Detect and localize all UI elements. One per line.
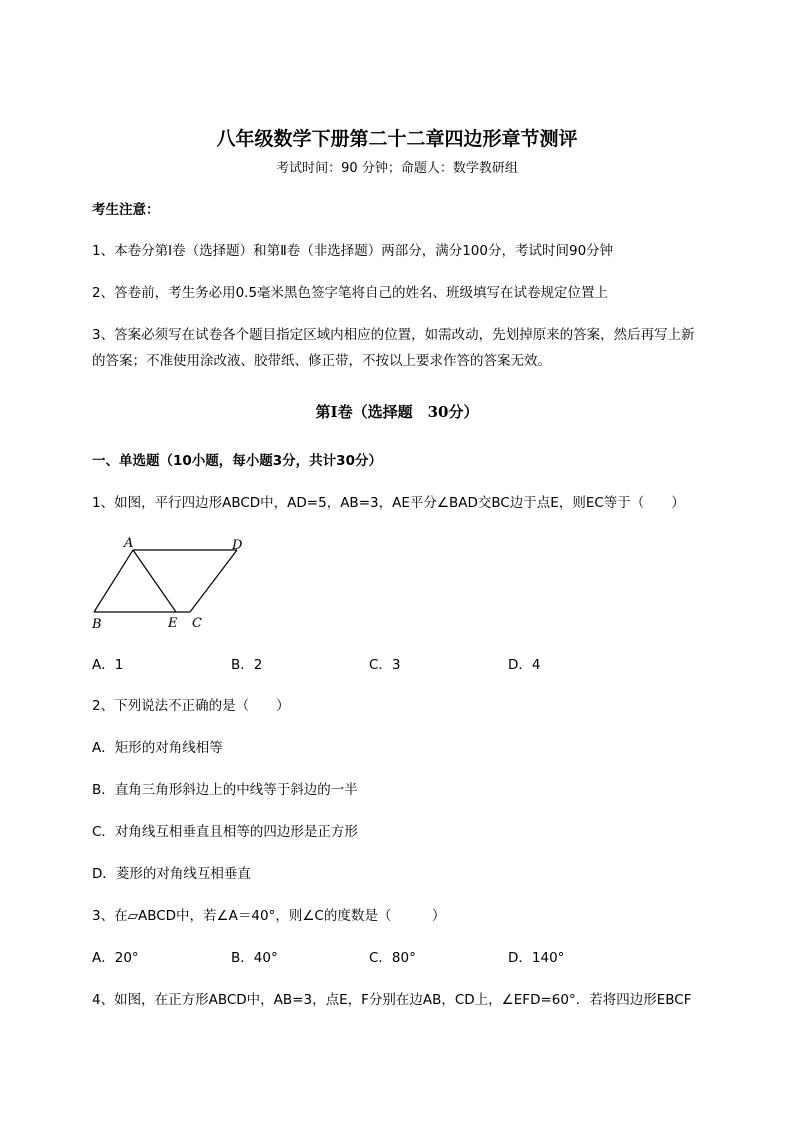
q1-option-d[interactable]: D．4 — [508, 657, 541, 673]
q2-option-b[interactable]: B．直角三角形斜边上的中线等于斜边的一半 — [92, 782, 358, 798]
notice-item-1: 1、本卷分第Ⅰ卷（选择题）和第Ⅱ卷（非选择题）两部分，满分100分，考试时间90分钟 — [92, 243, 614, 259]
label-b: B — [92, 617, 102, 632]
notice-heading: 考生注意： — [92, 202, 160, 218]
part-heading: 一、单选题（10小题，每小题3分，共计30分） — [92, 453, 382, 469]
question-1-stem: 1、如图，平行四边形ABCD中，AD=5，AB=3，AE平分∠BAD交BC边于点E，则EC等于（ ） — [92, 495, 685, 511]
q3-option-a[interactable]: A．20° — [92, 950, 139, 966]
label-a: A — [124, 536, 134, 551]
q1-option-c[interactable]: C．3 — [369, 657, 401, 673]
segment-ae — [133, 550, 176, 612]
exam-info: 考试时间：90 分钟；命题人：数学教研组 — [276, 161, 518, 176]
q1-option-a[interactable]: A．1 — [92, 657, 124, 673]
section-title: 第Ⅰ卷（选择题 30分） — [315, 403, 479, 421]
q2-option-c[interactable]: C．对角线互相垂直且相等的四边形是正方形 — [92, 824, 358, 840]
question-3-stem: 3、在▱ABCD中，若∠A＝40°，则∠C的度数是（ ） — [92, 908, 446, 924]
parallelogram-figure — [86, 536, 256, 636]
q1-option-b[interactable]: B．2 — [231, 657, 263, 673]
notice-item-2: 2、答卷前，考生务必用0.5毫米黑色签字笔将自己的姓名、班级填写在试卷规定位置上 — [92, 285, 609, 301]
label-d: D — [232, 538, 243, 553]
question-2-stem: 2、下列说法不正确的是（ ） — [92, 698, 290, 714]
question-4-stem: 4、如图，在正方形ABCD中，AB=3，点E，F分别在边AB，CD上，∠EFD=60°．若将四边形EBCF — [92, 992, 692, 1008]
notice-item-3-cont: 的答案；不准使用涂改液、胶带纸、修正带，不按以上要求作答的答案无效。 — [92, 353, 551, 369]
label-e: E — [168, 616, 178, 631]
q3-option-b[interactable]: B．40° — [231, 950, 278, 966]
q3-option-d[interactable]: D．140° — [508, 950, 565, 966]
edge-ba — [94, 550, 133, 612]
q3-option-c[interactable]: C．80° — [369, 950, 416, 966]
q2-option-a[interactable]: A．矩形的对角线相等 — [92, 740, 223, 756]
page-title: 八年级数学下册第二十二章四边形章节测评 — [216, 128, 578, 150]
notice-item-3: 3、答案必须写在试卷各个题目指定区域内相应的位置，如需改动，先划掉原来的答案，然后再写上新 — [92, 327, 695, 343]
label-c: C — [192, 616, 202, 631]
q2-option-d[interactable]: D．菱形的对角线互相垂直 — [92, 866, 251, 882]
edge-dc — [190, 550, 237, 612]
